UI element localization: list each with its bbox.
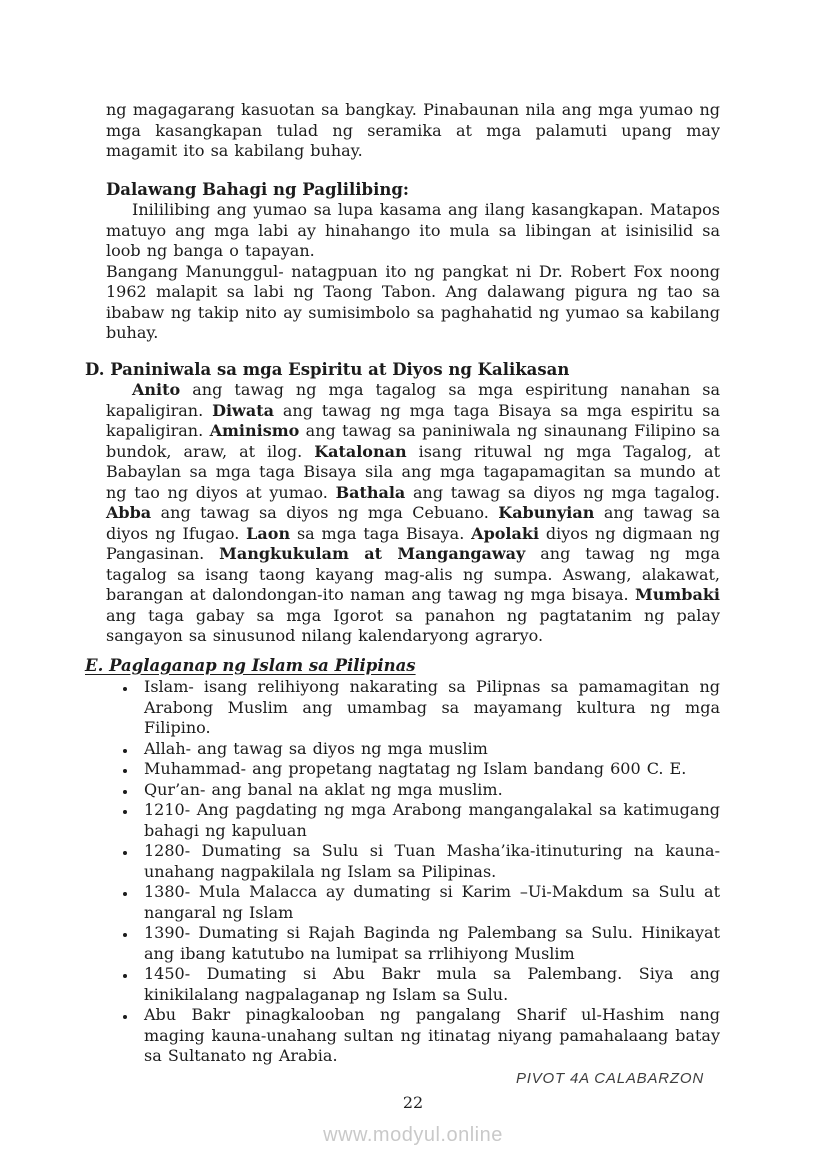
section-e-bullet-list xyxy=(106,677,720,1067)
text-segment: sa mga taga Bisaya. xyxy=(290,523,472,543)
term-bold: Mumbaki xyxy=(635,585,720,604)
bullet-item: • 1280- Dumating sa Sulu si Tuan Masha’ika-itinuturing na kauna-unahang nagpakilala ng Islam sa Pilipinas. xyxy=(137,841,720,882)
term-bold: Aminismo xyxy=(209,421,300,440)
bullet-item: • Abu Bakr pinagkalooban ng pangalang Sharif ul-Hashim nang maging kauna-unahang sultan ng itinatag niyang pamahalaang batay sa Sultanato ng Arabia. xyxy=(137,1005,720,1067)
section-e-heading: E. Paglaganap ng Islam sa Pilipinas xyxy=(85,655,416,675)
term-bold: Katalonan xyxy=(314,441,407,461)
bullet-item: • Islam- isang relihiyong nakarating sa Pilipnas sa pamamagitan ng Arabong Muslim ang umambag sa mayamang kultura ng mga Filipino. xyxy=(137,677,720,739)
term-bold: Kabunyian xyxy=(498,503,595,522)
term-bold: Apolaki xyxy=(471,523,540,543)
text-segment: ang tawag sa diyos ng mga tagalog. xyxy=(405,482,720,502)
bullet-item: • 1450- Dumating si Abu Bakr mula sa Palembang. Siya ang kinikilalang nagpalaganap ng Islam sa Sulu. xyxy=(137,964,720,1005)
bullet-item: • Allah- ang tawag sa diyos ng mga muslim xyxy=(137,739,720,760)
text-segment: ang tawag ng mga taga Bisaya sa mga espiritu sa kapaligiran. xyxy=(106,400,720,440)
section-d-paragraph xyxy=(106,380,720,647)
term-bold: Laon xyxy=(246,523,291,543)
footer-brand: PIVOT 4A CALABARZON xyxy=(515,1070,704,1087)
page-content xyxy=(85,100,721,1067)
term-bold: Diwata xyxy=(212,400,274,420)
burial-paragraph-2: Bangang Manunggul- natagpuan ito ng pangkat ni Dr. Robert Fox noong 1962 malapit sa labi ng Taong Tabon. Ang dalawang pigura ng tao sa ibabaw ng takip nito ay sumisimbolo sa paghahatid ng yumao sa kabilang buhay. xyxy=(106,261,720,342)
bullet-item: • 1380- Mula Malacca ay dumating si Karim –Ui-Makdum sa Sulu at nangaral ng Islam xyxy=(137,882,720,923)
term-bold: Anito xyxy=(132,380,181,399)
burial-section-heading: Dalawang Bahagi ng Paglilibing: xyxy=(106,179,409,199)
bullet-item: • Muhammad- ang propetang nagtatag ng Islam bandang 600 C. E. xyxy=(137,759,720,780)
burial-paragraph-1: Inililibing ang yumao sa lupa kasama ang ilang kasangkapan. Matapos matuyo ang mga labi ay hinahango ito mula sa libingan at isinisilid sa loob ng banga o tapayan. xyxy=(106,200,720,260)
text-segment: ang tawag sa diyos ng Ifugao. xyxy=(106,503,721,543)
bullet-item: • Qur’an- ang banal na aklat ng mga muslim. xyxy=(137,780,720,801)
term-bold: Bathala xyxy=(335,482,406,502)
term-bold: Mangkukulam at Mangangaway xyxy=(219,544,526,563)
text-segment: isang rituwal ng mga Tagalog, at Babaylan sa mga taga Bisaya sila ang mga tagapamagitan sa mundo at ng tao ng diyos at yumao. xyxy=(106,441,721,502)
section-d-heading: D. Paniniwala sa mga Espiritu at Diyos ng Kalikasan xyxy=(85,359,570,379)
text-segment: ang tawag sa paniniwala ng sinaunang Filipino sa bundok, araw, at ilog. xyxy=(106,421,720,461)
text-segment: diyos ng digmaan ng Pangasinan. xyxy=(106,523,721,563)
text-segment: ang tawag ng mga tagalog sa isang taong kayang mag-alis ng sumpa. Aswang, alakawat, barangan at dalondongan-ito naman ang tawag ng mga bisaya. xyxy=(106,544,720,604)
text-segment: ang tawag ng mga tagalog sa mga espiritung nanahan sa kapaligiran. xyxy=(106,380,720,420)
watermark: www.modyul.online xyxy=(323,1124,503,1146)
page-number: 22 xyxy=(402,1093,424,1112)
term-bold: Abba xyxy=(106,503,152,522)
text-segment: ang tawag sa diyos ng mga Cebuano. xyxy=(151,503,499,522)
bullet-item: • 1210- Ang pagdating ng mga Arabong mangangalakal sa katimugang bahagi ng kapuluan xyxy=(137,800,720,841)
text-segment: ang taga gabay sa mga Igorot sa panahon ng pagtatanim ng palay sangayon sa sinusunod nilang kalendaryong agraryo. xyxy=(106,605,720,645)
bullet-item: • 1390- Dumating si Rajah Baginda ng Palembang sa Sulu. Hinikayat ang ibang katutubo na lumipat sa rrlihiyong Muslim xyxy=(137,923,720,964)
intro-paragraph: ng magagarang kasuotan sa bangkay. Pinabaunan nila ang mga yumao ng mga kasangkapan tulad ng seramika at mga palamuti upang may magamit ito sa kabilang buhay. xyxy=(106,100,720,160)
